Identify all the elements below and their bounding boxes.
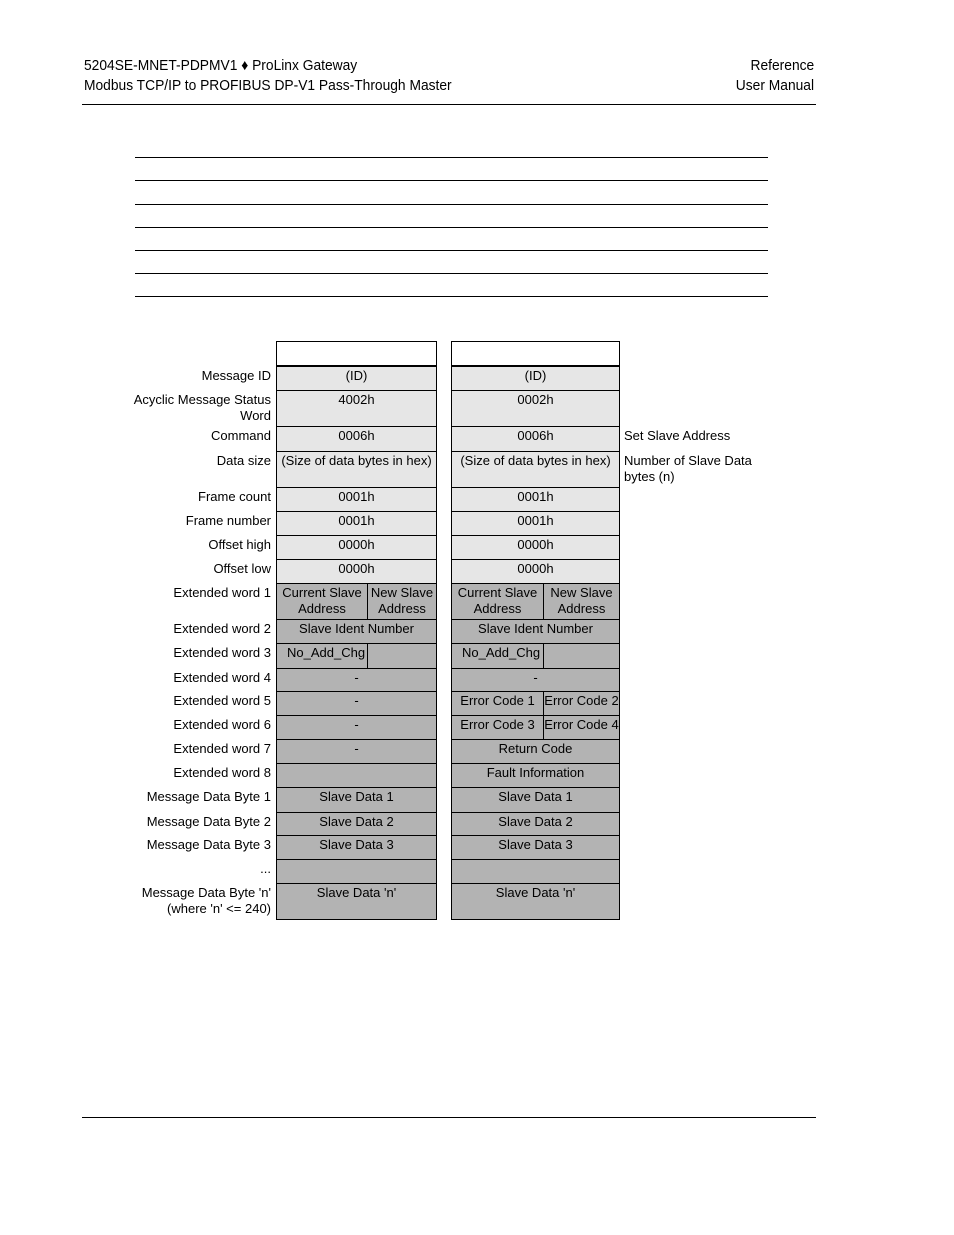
row-label: Message Data Byte 'n' (where 'n' <= 240) bbox=[141, 885, 271, 916]
request-cell: - bbox=[276, 739, 437, 764]
response-cell-part: No_Add_Chg bbox=[451, 643, 544, 669]
ruled-line bbox=[135, 180, 768, 181]
row-label: Offset high bbox=[208, 537, 271, 552]
response-cell: - bbox=[451, 668, 620, 692]
row-label: ... bbox=[260, 861, 271, 876]
response-cell: 0006h bbox=[451, 426, 620, 452]
row-label: Message Data Byte 3 bbox=[146, 837, 271, 852]
row-label: Extended word 8 bbox=[173, 765, 271, 780]
request-cell: Slave Data 1 bbox=[276, 787, 437, 813]
response-cell: 0000h bbox=[451, 535, 620, 560]
request-cell-part: Current Slave Address bbox=[276, 583, 368, 620]
document-type: User Manual bbox=[735, 77, 814, 94]
response-cell-part: Error Code 2 bbox=[543, 691, 620, 716]
request-cell-part: No_Add_Chg bbox=[276, 643, 368, 669]
response-cell: Return Code bbox=[451, 739, 620, 764]
response-cell-part: Error Code 3 bbox=[451, 715, 544, 740]
request-cell: 0001h bbox=[276, 511, 437, 536]
row-label: Message Data Byte 2 bbox=[146, 814, 271, 829]
ruled-line bbox=[135, 273, 768, 274]
row-note: Number of Slave Data bytes (n) bbox=[624, 453, 752, 484]
row-label: Message ID bbox=[201, 368, 271, 383]
ruled-line bbox=[135, 227, 768, 228]
response-cell: Fault Information bbox=[451, 763, 620, 788]
request-cell: 0000h bbox=[276, 535, 437, 560]
response-cell: Slave Data 1 bbox=[451, 787, 620, 813]
product-title: 5204SE-MNET-PDPMV1 ♦ ProLinx Gateway bbox=[84, 57, 358, 74]
header-rule bbox=[82, 104, 816, 105]
row-note: Set Slave Address bbox=[624, 428, 731, 443]
row-label: Frame count bbox=[198, 489, 271, 504]
request-cell: Slave Data 2 bbox=[276, 812, 437, 836]
response-cell: (Size of data bytes in hex) bbox=[451, 451, 620, 488]
footer-rule bbox=[82, 1117, 816, 1118]
ruled-line bbox=[135, 250, 768, 251]
response-cell: Slave Data 3 bbox=[451, 835, 620, 860]
response-cell-part: Current Slave Address bbox=[451, 583, 544, 620]
response-cell bbox=[451, 859, 620, 884]
request-cell: - bbox=[276, 691, 437, 716]
request-cell: - bbox=[276, 715, 437, 740]
request-cell: Slave Data 3 bbox=[276, 835, 437, 860]
row-label: Message Data Byte 1 bbox=[146, 789, 271, 804]
response-cell-part: Error Code 4 bbox=[543, 715, 620, 740]
request-cell: Slave Data 'n' bbox=[276, 883, 437, 920]
row-label: Extended word 3 bbox=[173, 645, 271, 660]
row-label: Offset low bbox=[213, 561, 271, 576]
response-cell-part bbox=[543, 643, 620, 669]
request-cell: 0006h bbox=[276, 426, 437, 452]
section-name: Reference bbox=[750, 57, 814, 74]
row-label: Extended word 6 bbox=[173, 717, 271, 732]
response-cell: Slave Data 'n' bbox=[451, 883, 620, 920]
response-cell: Slave Ident Number bbox=[451, 619, 620, 644]
product-subtitle: Modbus TCP/IP to PROFIBUS DP-V1 Pass-Through Master bbox=[84, 77, 452, 94]
request-header-cell bbox=[276, 341, 437, 366]
request-cell: - bbox=[276, 668, 437, 692]
ruled-line bbox=[135, 296, 768, 297]
response-cell: 0001h bbox=[451, 511, 620, 536]
row-label: Extended word 1 bbox=[173, 585, 271, 600]
request-cell: 0001h bbox=[276, 487, 437, 512]
response-cell: 0002h bbox=[451, 390, 620, 427]
request-cell-part: New Slave Address bbox=[367, 583, 437, 620]
request-cell: 0000h bbox=[276, 559, 437, 584]
request-cell bbox=[276, 859, 437, 884]
request-cell: 4002h bbox=[276, 390, 437, 427]
ruled-line bbox=[135, 157, 768, 158]
response-cell: Slave Data 2 bbox=[451, 812, 620, 836]
row-label: Command bbox=[211, 428, 271, 443]
request-cell bbox=[276, 763, 437, 788]
row-label: Extended word 7 bbox=[173, 741, 271, 756]
request-cell: (ID) bbox=[276, 366, 437, 391]
request-cell: Slave Ident Number bbox=[276, 619, 437, 644]
response-cell-part: New Slave Address bbox=[543, 583, 620, 620]
row-label: Extended word 5 bbox=[173, 693, 271, 708]
row-label: Frame number bbox=[185, 513, 271, 528]
row-label: Extended word 2 bbox=[173, 621, 271, 636]
response-cell: 0000h bbox=[451, 559, 620, 584]
response-cell-part: Error Code 1 bbox=[451, 691, 544, 716]
row-label: Acyclic Message Status Word bbox=[133, 392, 271, 423]
response-cell: (ID) bbox=[451, 366, 620, 391]
row-label: Extended word 4 bbox=[173, 670, 271, 685]
response-cell: 0001h bbox=[451, 487, 620, 512]
ruled-line bbox=[135, 204, 768, 205]
request-cell-part bbox=[367, 643, 437, 669]
row-label: Data size bbox=[216, 453, 271, 468]
request-cell: (Size of data bytes in hex) bbox=[276, 451, 437, 488]
response-header-cell bbox=[451, 341, 620, 366]
